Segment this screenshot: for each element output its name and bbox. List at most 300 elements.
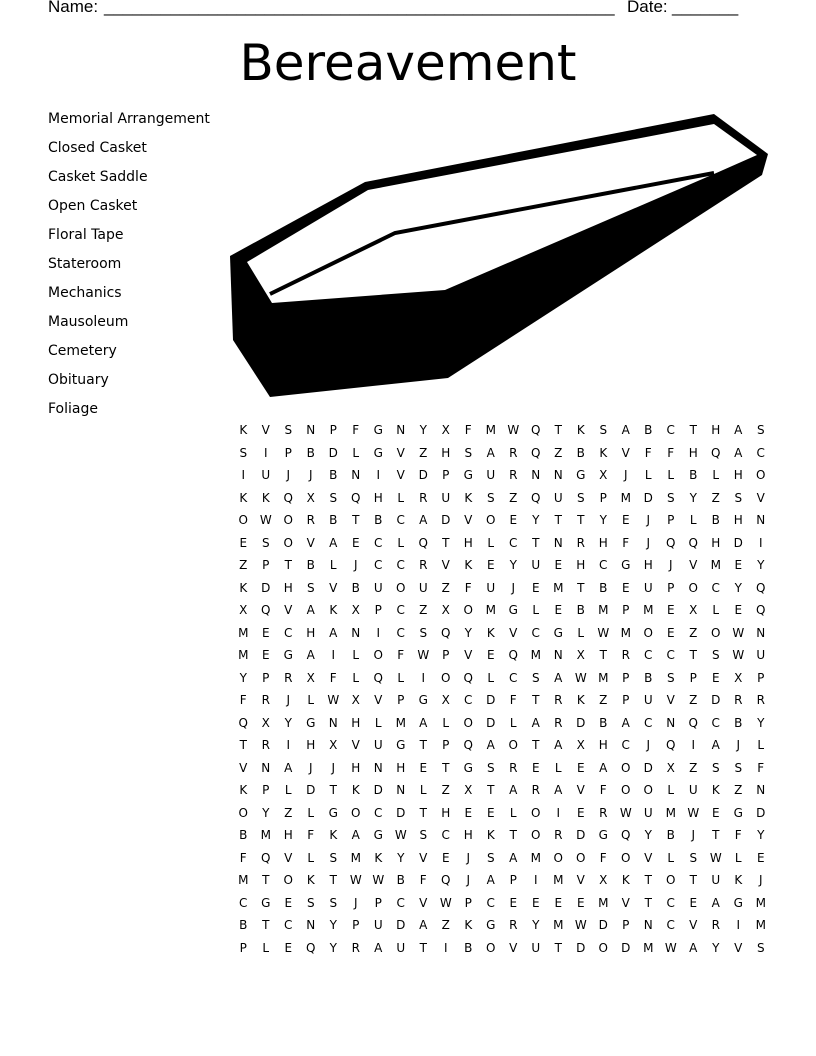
grid-letter[interactable]: B	[306, 558, 315, 572]
grid-letter[interactable]: I	[758, 535, 763, 550]
grid-letter[interactable]: P	[622, 918, 630, 932]
grid-letter[interactable]: F	[419, 873, 427, 887]
grid-letter[interactable]: T	[712, 828, 720, 842]
grid-letter[interactable]: C	[666, 918, 675, 932]
grid-letter[interactable]: I	[736, 918, 741, 932]
grid-letter[interactable]: F	[239, 693, 247, 707]
grid-letter[interactable]: F	[464, 580, 472, 595]
grid-letter[interactable]: A	[734, 445, 743, 460]
grid-letter[interactable]: F	[352, 423, 360, 437]
grid-letter[interactable]: L	[374, 715, 382, 730]
grid-letter[interactable]: W	[732, 625, 745, 640]
grid-letter[interactable]: S	[486, 850, 495, 865]
grid-letter[interactable]: W	[664, 940, 677, 955]
grid-letter[interactable]: L	[397, 535, 405, 550]
grid-letter[interactable]: O	[621, 783, 631, 797]
grid-letter[interactable]: N	[328, 715, 338, 730]
grid-letter[interactable]: N	[756, 625, 766, 640]
grid-letter[interactable]: C	[509, 670, 518, 685]
grid-letter[interactable]: B	[666, 828, 675, 842]
grid-letter[interactable]: L	[554, 760, 562, 775]
grid-letter[interactable]: T	[442, 760, 450, 775]
grid-letter[interactable]: R	[554, 715, 563, 730]
grid-letter[interactable]: P	[622, 670, 630, 685]
grid-letter[interactable]: E	[554, 558, 563, 572]
grid-letter[interactable]: H	[576, 558, 586, 572]
grid-letter[interactable]: W	[417, 648, 430, 662]
grid-letter[interactable]: B	[396, 873, 405, 887]
grid-letter[interactable]: V	[329, 580, 338, 595]
grid-letter[interactable]: W	[394, 828, 407, 842]
grid-letter[interactable]: N	[756, 783, 766, 797]
grid-letter[interactable]: J	[646, 738, 651, 752]
grid-letter[interactable]: P	[442, 468, 450, 482]
grid-letter[interactable]: S	[239, 445, 248, 460]
grid-letter[interactable]: M	[620, 625, 631, 640]
grid-letter[interactable]: U	[711, 873, 721, 887]
grid-letter[interactable]: K	[329, 603, 338, 617]
grid-letter[interactable]: Y	[329, 940, 337, 955]
grid-letter[interactable]: G	[508, 603, 518, 617]
grid-letter[interactable]: K	[734, 873, 743, 887]
grid-letter[interactable]: E	[734, 603, 743, 617]
grid-letter[interactable]: O	[621, 760, 631, 775]
grid-letter[interactable]: X	[261, 715, 270, 730]
grid-letter[interactable]: K	[306, 873, 315, 887]
grid-letter[interactable]: I	[263, 445, 268, 460]
grid-letter[interactable]: F	[464, 423, 472, 437]
grid-letter[interactable]: Q	[756, 580, 766, 595]
grid-letter[interactable]: V	[689, 918, 698, 932]
grid-letter[interactable]: K	[239, 423, 248, 437]
grid-letter[interactable]: O	[238, 513, 248, 527]
grid-letter[interactable]: J	[646, 535, 651, 550]
grid-letter[interactable]: F	[622, 535, 630, 550]
grid-letter[interactable]: S	[756, 423, 765, 437]
grid-letter[interactable]: Q	[531, 445, 541, 460]
grid-letter[interactable]: T	[644, 895, 652, 910]
grid-letter[interactable]: C	[621, 738, 630, 752]
grid-letter[interactable]: C	[464, 693, 473, 707]
grid-letter[interactable]: C	[239, 895, 248, 910]
grid-letter[interactable]: I	[556, 805, 561, 820]
grid-letter[interactable]: O	[373, 648, 383, 662]
grid-letter[interactable]: T	[532, 693, 540, 707]
grid-letter[interactable]: Q	[238, 715, 248, 730]
grid-letter[interactable]: Q	[621, 828, 631, 842]
grid-letter[interactable]: T	[442, 535, 450, 550]
grid-letter[interactable]: S	[576, 490, 585, 505]
grid-letter[interactable]: Z	[419, 603, 428, 617]
grid-letter[interactable]: C	[486, 895, 495, 910]
grid-letter[interactable]: S	[284, 423, 293, 437]
grid-letter[interactable]: H	[396, 760, 406, 775]
grid-letter[interactable]: F	[307, 828, 315, 842]
grid-letter[interactable]: I	[376, 625, 381, 640]
grid-letter[interactable]: P	[374, 603, 382, 617]
grid-letter[interactable]: A	[711, 895, 720, 910]
grid-letter[interactable]: C	[711, 580, 720, 595]
grid-letter[interactable]: A	[486, 738, 495, 752]
grid-letter[interactable]: T	[352, 513, 360, 527]
grid-letter[interactable]: W	[259, 513, 272, 527]
grid-letter[interactable]: O	[283, 873, 293, 887]
grid-letter[interactable]: O	[643, 625, 653, 640]
grid-letter[interactable]: D	[396, 918, 406, 932]
grid-letter[interactable]: I	[533, 873, 538, 887]
grid-letter[interactable]: E	[531, 580, 540, 595]
grid-letter[interactable]: D	[261, 580, 271, 595]
grid-letter[interactable]: S	[261, 535, 270, 550]
grid-letter[interactable]: M	[530, 648, 541, 662]
grid-letter[interactable]: J	[668, 558, 673, 572]
grid-letter[interactable]: J	[353, 558, 358, 572]
grid-letter[interactable]: V	[621, 895, 630, 910]
grid-letter[interactable]: C	[396, 513, 405, 527]
grid-letter[interactable]: D	[576, 715, 586, 730]
grid-letter[interactable]: X	[306, 670, 315, 685]
grid-letter[interactable]: J	[758, 873, 763, 887]
grid-letter[interactable]: L	[509, 715, 517, 730]
grid-letter[interactable]: Z	[419, 445, 428, 460]
grid-letter[interactable]: O	[283, 535, 293, 550]
grid-letter[interactable]: P	[689, 670, 697, 685]
grid-letter[interactable]: H	[306, 625, 316, 640]
grid-letter[interactable]: B	[464, 940, 473, 955]
grid-letter[interactable]: M	[238, 648, 249, 662]
grid-letter[interactable]: X	[464, 783, 473, 797]
grid-letter[interactable]: H	[711, 423, 721, 437]
grid-letter[interactable]: Y	[464, 625, 472, 640]
grid-letter[interactable]: A	[734, 423, 743, 437]
grid-letter[interactable]: D	[711, 693, 721, 707]
grid-letter[interactable]: T	[644, 873, 652, 887]
grid-letter[interactable]: H	[463, 535, 473, 550]
grid-letter[interactable]: U	[261, 468, 271, 482]
grid-letter[interactable]: O	[508, 738, 518, 752]
grid-letter[interactable]: C	[396, 895, 405, 910]
grid-letter[interactable]: V	[396, 445, 405, 460]
grid-letter[interactable]: S	[531, 670, 540, 685]
grid-letter[interactable]: Y	[419, 423, 427, 437]
grid-letter[interactable]: H	[463, 828, 473, 842]
grid-letter[interactable]: V	[396, 468, 405, 482]
grid-letter[interactable]: P	[262, 783, 270, 797]
grid-letter[interactable]: D	[733, 535, 743, 550]
grid-letter[interactable]: L	[689, 513, 697, 527]
grid-letter[interactable]: U	[553, 490, 563, 505]
grid-letter[interactable]: Q	[666, 535, 676, 550]
grid-letter[interactable]: G	[576, 468, 586, 482]
grid-letter[interactable]: Q	[283, 490, 293, 505]
grid-letter[interactable]: M	[620, 490, 631, 505]
grid-letter[interactable]: E	[531, 760, 540, 775]
grid-letter[interactable]: W	[709, 850, 722, 865]
grid-letter[interactable]: T	[599, 648, 607, 662]
grid-letter[interactable]: E	[486, 648, 495, 662]
grid-letter[interactable]: L	[352, 648, 360, 662]
grid-letter[interactable]: R	[599, 805, 608, 820]
grid-letter[interactable]: V	[374, 693, 383, 707]
grid-letter[interactable]: U	[643, 805, 653, 820]
grid-letter[interactable]: P	[329, 423, 337, 437]
grid-letter[interactable]: J	[466, 873, 471, 887]
grid-letter[interactable]: T	[554, 423, 562, 437]
grid-letter[interactable]: E	[509, 895, 518, 910]
grid-letter[interactable]: I	[241, 468, 246, 482]
grid-letter[interactable]: Y	[689, 490, 697, 505]
grid-letter[interactable]: W	[349, 873, 362, 887]
grid-letter[interactable]: L	[352, 670, 360, 685]
grid-letter[interactable]: G	[598, 828, 608, 842]
grid-letter[interactable]: S	[711, 648, 720, 662]
grid-letter[interactable]: H	[733, 513, 743, 527]
grid-letter[interactable]: N	[261, 760, 271, 775]
grid-letter[interactable]: Z	[711, 490, 720, 505]
grid-letter[interactable]: V	[666, 693, 675, 707]
grid-letter[interactable]: X	[351, 603, 360, 617]
grid-letter[interactable]: K	[261, 490, 270, 505]
grid-letter[interactable]: V	[576, 783, 585, 797]
grid-letter[interactable]: T	[689, 873, 697, 887]
grid-letter[interactable]: Q	[666, 738, 676, 752]
grid-letter[interactable]: R	[734, 693, 743, 707]
grid-letter[interactable]: T	[329, 873, 337, 887]
grid-letter[interactable]: M	[643, 603, 654, 617]
grid-letter[interactable]: M	[598, 603, 609, 617]
grid-letter[interactable]: H	[441, 445, 451, 460]
grid-letter[interactable]: T	[329, 783, 337, 797]
grid-letter[interactable]: J	[646, 513, 651, 527]
grid-letter[interactable]: V	[284, 603, 293, 617]
grid-letter[interactable]: V	[239, 760, 248, 775]
grid-letter[interactable]: S	[689, 850, 698, 865]
grid-letter[interactable]: Q	[463, 670, 473, 685]
grid-letter[interactable]: Z	[599, 693, 608, 707]
grid-letter[interactable]: V	[464, 513, 473, 527]
grid-letter[interactable]: N	[396, 783, 406, 797]
grid-letter[interactable]: F	[239, 850, 247, 865]
grid-letter[interactable]: Z	[689, 625, 698, 640]
grid-letter[interactable]: P	[284, 445, 292, 460]
grid-letter[interactable]: O	[756, 468, 766, 482]
grid-letter[interactable]: C	[396, 603, 405, 617]
grid-letter[interactable]: L	[442, 715, 450, 730]
grid-letter[interactable]: D	[396, 805, 406, 820]
grid-letter[interactable]: X	[306, 490, 315, 505]
grid-letter[interactable]: V	[734, 940, 743, 955]
grid-letter[interactable]: P	[397, 693, 405, 707]
grid-letter[interactable]: G	[306, 715, 316, 730]
grid-letter[interactable]: H	[598, 738, 608, 752]
grid-letter[interactable]: B	[576, 603, 585, 617]
grid-letter[interactable]: H	[688, 445, 698, 460]
grid-letter[interactable]: Z	[689, 693, 698, 707]
grid-letter[interactable]: K	[486, 625, 495, 640]
grid-letter[interactable]: A	[329, 535, 338, 550]
grid-letter[interactable]: A	[621, 715, 630, 730]
grid-letter[interactable]: P	[622, 603, 630, 617]
grid-letter[interactable]: W	[574, 670, 587, 685]
grid-letter[interactable]: N	[396, 423, 406, 437]
grid-letter[interactable]: F	[757, 760, 765, 775]
grid-letter[interactable]: W	[732, 648, 745, 662]
grid-letter[interactable]: D	[643, 490, 653, 505]
grid-letter[interactable]: R	[621, 648, 630, 662]
grid-letter[interactable]: W	[327, 693, 340, 707]
grid-letter[interactable]: F	[667, 445, 675, 460]
grid-letter[interactable]: L	[329, 558, 337, 572]
grid-letter[interactable]: M	[260, 828, 271, 842]
grid-letter[interactable]: P	[622, 693, 630, 707]
grid-letter[interactable]: B	[711, 513, 720, 527]
grid-letter[interactable]: N	[351, 625, 361, 640]
grid-letter[interactable]: D	[576, 940, 586, 955]
grid-letter[interactable]: M	[755, 895, 766, 910]
grid-letter[interactable]: O	[598, 940, 608, 955]
grid-letter[interactable]: T	[577, 513, 585, 527]
grid-letter[interactable]: S	[419, 625, 428, 640]
grid-letter[interactable]: G	[463, 760, 473, 775]
grid-letter[interactable]: L	[667, 468, 675, 482]
grid-letter[interactable]: K	[239, 580, 248, 595]
grid-letter[interactable]: B	[374, 513, 383, 527]
grid-letter[interactable]: R	[576, 535, 585, 550]
grid-letter[interactable]: K	[486, 828, 495, 842]
grid-letter[interactable]: I	[376, 468, 381, 482]
grid-letter[interactable]: I	[443, 940, 448, 955]
grid-letter[interactable]: A	[419, 918, 428, 932]
grid-letter[interactable]: A	[554, 738, 563, 752]
grid-letter[interactable]: M	[485, 423, 496, 437]
grid-letter[interactable]: H	[283, 828, 293, 842]
grid-letter[interactable]: O	[711, 625, 721, 640]
grid-letter[interactable]: C	[396, 625, 405, 640]
grid-letter[interactable]: O	[688, 580, 698, 595]
grid-letter[interactable]: X	[441, 693, 450, 707]
grid-letter[interactable]: F	[329, 670, 337, 685]
grid-letter[interactable]: W	[619, 805, 632, 820]
grid-letter[interactable]: G	[396, 738, 406, 752]
grid-letter[interactable]: Y	[509, 558, 517, 572]
grid-letter[interactable]: X	[599, 468, 608, 482]
date-field[interactable]: _______	[672, 0, 739, 16]
grid-letter[interactable]: L	[397, 670, 405, 685]
grid-letter[interactable]: S	[666, 490, 675, 505]
grid-letter[interactable]: R	[261, 693, 270, 707]
grid-letter[interactable]: R	[509, 468, 518, 482]
grid-letter[interactable]: E	[689, 895, 698, 910]
grid-letter[interactable]: V	[351, 738, 360, 752]
grid-letter[interactable]: L	[284, 783, 292, 797]
grid-letter[interactable]: H	[373, 490, 383, 505]
grid-letter[interactable]: G	[621, 558, 631, 572]
grid-letter[interactable]: O	[621, 850, 631, 865]
grid-letter[interactable]: S	[486, 760, 495, 775]
grid-letter[interactable]: W	[597, 625, 610, 640]
grid-letter[interactable]: E	[554, 603, 563, 617]
grid-letter[interactable]: O	[531, 805, 541, 820]
grid-letter[interactable]: A	[554, 783, 563, 797]
grid-letter[interactable]: L	[397, 490, 405, 505]
grid-letter[interactable]: L	[487, 535, 495, 550]
grid-letter[interactable]: Q	[508, 648, 518, 662]
grid-letter[interactable]: L	[712, 468, 720, 482]
grid-letter[interactable]: Y	[757, 828, 765, 842]
grid-letter[interactable]: O	[643, 783, 653, 797]
grid-letter[interactable]: Z	[734, 783, 743, 797]
grid-letter[interactable]: D	[306, 783, 316, 797]
grid-letter[interactable]: E	[666, 625, 675, 640]
grid-letter[interactable]: P	[757, 670, 765, 685]
grid-letter[interactable]: O	[666, 873, 676, 887]
grid-letter[interactable]: U	[396, 940, 406, 955]
grid-letter[interactable]: N	[756, 513, 766, 527]
grid-letter[interactable]: X	[576, 738, 585, 752]
grid-letter[interactable]: N	[553, 468, 563, 482]
grid-letter[interactable]: W	[574, 918, 587, 932]
grid-letter[interactable]: N	[306, 918, 316, 932]
grid-letter[interactable]: T	[419, 805, 427, 820]
grid-letter[interactable]: O	[486, 513, 496, 527]
grid-letter[interactable]: R	[554, 828, 563, 842]
grid-letter[interactable]: X	[599, 873, 608, 887]
grid-letter[interactable]: S	[329, 490, 338, 505]
grid-letter[interactable]: Y	[239, 670, 247, 685]
grid-letter[interactable]: B	[644, 423, 653, 437]
grid-letter[interactable]: B	[351, 580, 360, 595]
grid-letter[interactable]: E	[734, 558, 743, 572]
grid-letter[interactable]: T	[487, 783, 495, 797]
grid-letter[interactable]: H	[283, 580, 293, 595]
grid-letter[interactable]: M	[553, 873, 564, 887]
grid-letter[interactable]: N	[531, 468, 541, 482]
grid-letter[interactable]: O	[283, 513, 293, 527]
grid-letter[interactable]: P	[374, 895, 382, 910]
grid-letter[interactable]: M	[710, 558, 721, 572]
grid-letter[interactable]: E	[419, 760, 428, 775]
grid-letter[interactable]: E	[576, 895, 585, 910]
grid-letter[interactable]: E	[531, 895, 540, 910]
grid-letter[interactable]: N	[643, 918, 653, 932]
grid-letter[interactable]: V	[756, 490, 765, 505]
grid-letter[interactable]: Q	[351, 490, 361, 505]
grid-letter[interactable]: S	[464, 445, 473, 460]
grid-letter[interactable]: F	[644, 445, 652, 460]
grid-letter[interactable]: U	[486, 580, 496, 595]
grid-letter[interactable]: T	[577, 580, 585, 595]
grid-letter[interactable]: A	[351, 828, 360, 842]
grid-letter[interactable]: K	[464, 918, 473, 932]
grid-letter[interactable]: M	[485, 603, 496, 617]
grid-letter[interactable]: G	[373, 423, 383, 437]
grid-letter[interactable]: D	[598, 918, 608, 932]
grid-letter[interactable]: L	[419, 783, 427, 797]
grid-letter[interactable]: L	[262, 940, 270, 955]
grid-letter[interactable]: V	[689, 558, 698, 572]
grid-letter[interactable]: C	[374, 535, 383, 550]
grid-letter[interactable]: Y	[262, 805, 270, 820]
grid-letter[interactable]: E	[756, 850, 765, 865]
grid-letter[interactable]: C	[531, 625, 540, 640]
grid-letter[interactable]: D	[486, 693, 496, 707]
grid-letter[interactable]: Q	[688, 535, 698, 550]
grid-letter[interactable]: V	[419, 895, 428, 910]
grid-letter[interactable]: M	[553, 580, 564, 595]
grid-letter[interactable]: Y	[712, 940, 720, 955]
grid-letter[interactable]: A	[621, 423, 630, 437]
grid-letter[interactable]: L	[509, 805, 517, 820]
